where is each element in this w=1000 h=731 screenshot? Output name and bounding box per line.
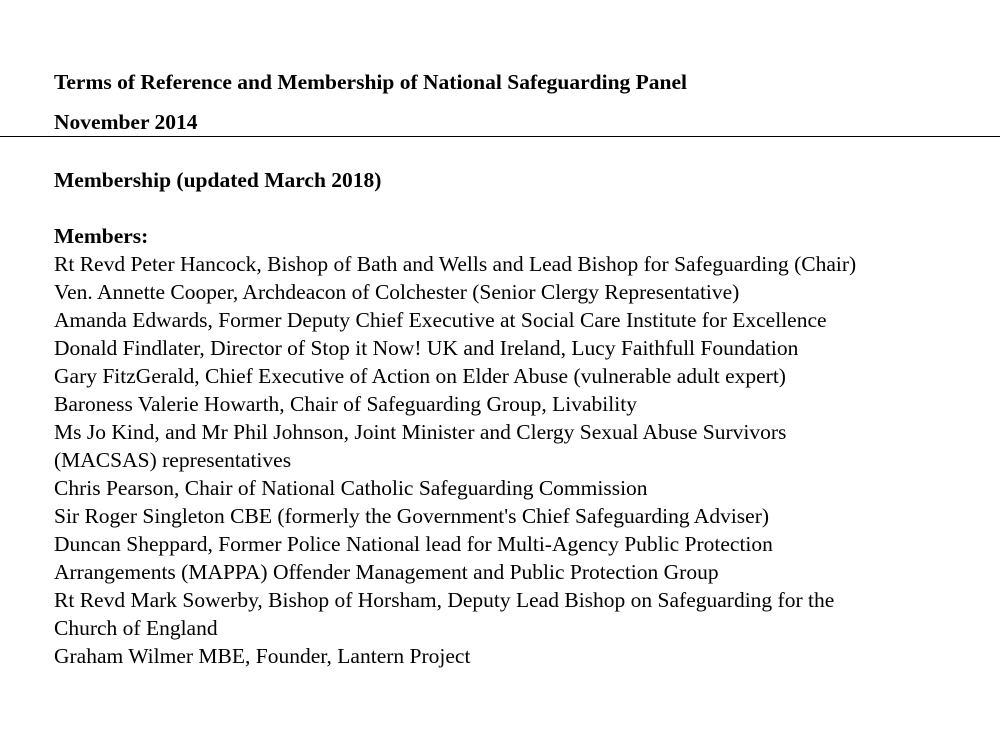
member-line: Amanda Edwards, Former Deputy Chief Executive at Social Care Institute for Excellence [54,308,827,332]
header-divider [0,136,1000,137]
member-line: Graham Wilmer MBE, Founder, Lantern Project [54,644,471,668]
member-line: Sir Roger Singleton CBE (formerly the Government's Chief Safeguarding Adviser) [54,504,770,528]
member-line: Duncan Sheppard, Former Police National lead for Multi-Agency Public Protection [54,532,773,556]
member-line: Donald Findlater, Director of Stop it Now! UK and Ireland, Lucy Faithfull Foundation [54,336,799,360]
member-line: Gary FitzGerald, Chief Executive of Action on Elder Abuse (vulnerable adult expert) [54,364,786,388]
member-line: Baroness Valerie Howarth, Chair of Safeguarding Group, Livability [54,392,637,416]
members-list [54,222,984,670]
member-line: Ms Jo Kind, and Mr Phil Johnson, Joint Minister and Clergy Sexual Abuse Survivors [54,420,787,444]
document-title: Terms of Reference and Membership of National Safeguarding Panel [54,70,688,94]
member-line: Church of England [54,616,218,640]
member-line: Arrangements (MAPPA) Offender Management and Public Protection Group [54,560,719,584]
members-heading: Members: [54,224,149,248]
member-line: Rt Revd Peter Hancock, Bishop of Bath and Wells and Lead Bishop for Safeguarding (Chair) [54,252,857,276]
membership-section-heading: Membership (updated March 2018) [54,168,382,192]
document-date: November 2014 [54,110,198,134]
member-line: Ven. Annette Cooper, Archdeacon of Colchester (Senior Clergy Representative) [54,280,740,304]
member-line: Rt Revd Mark Sowerby, Bishop of Horsham, Deputy Lead Bishop on Safeguarding for the [54,588,835,612]
member-line: (MACSAS) representatives [54,448,292,472]
member-line: Chris Pearson, Chair of National Catholic Safeguarding Commission [54,476,648,500]
